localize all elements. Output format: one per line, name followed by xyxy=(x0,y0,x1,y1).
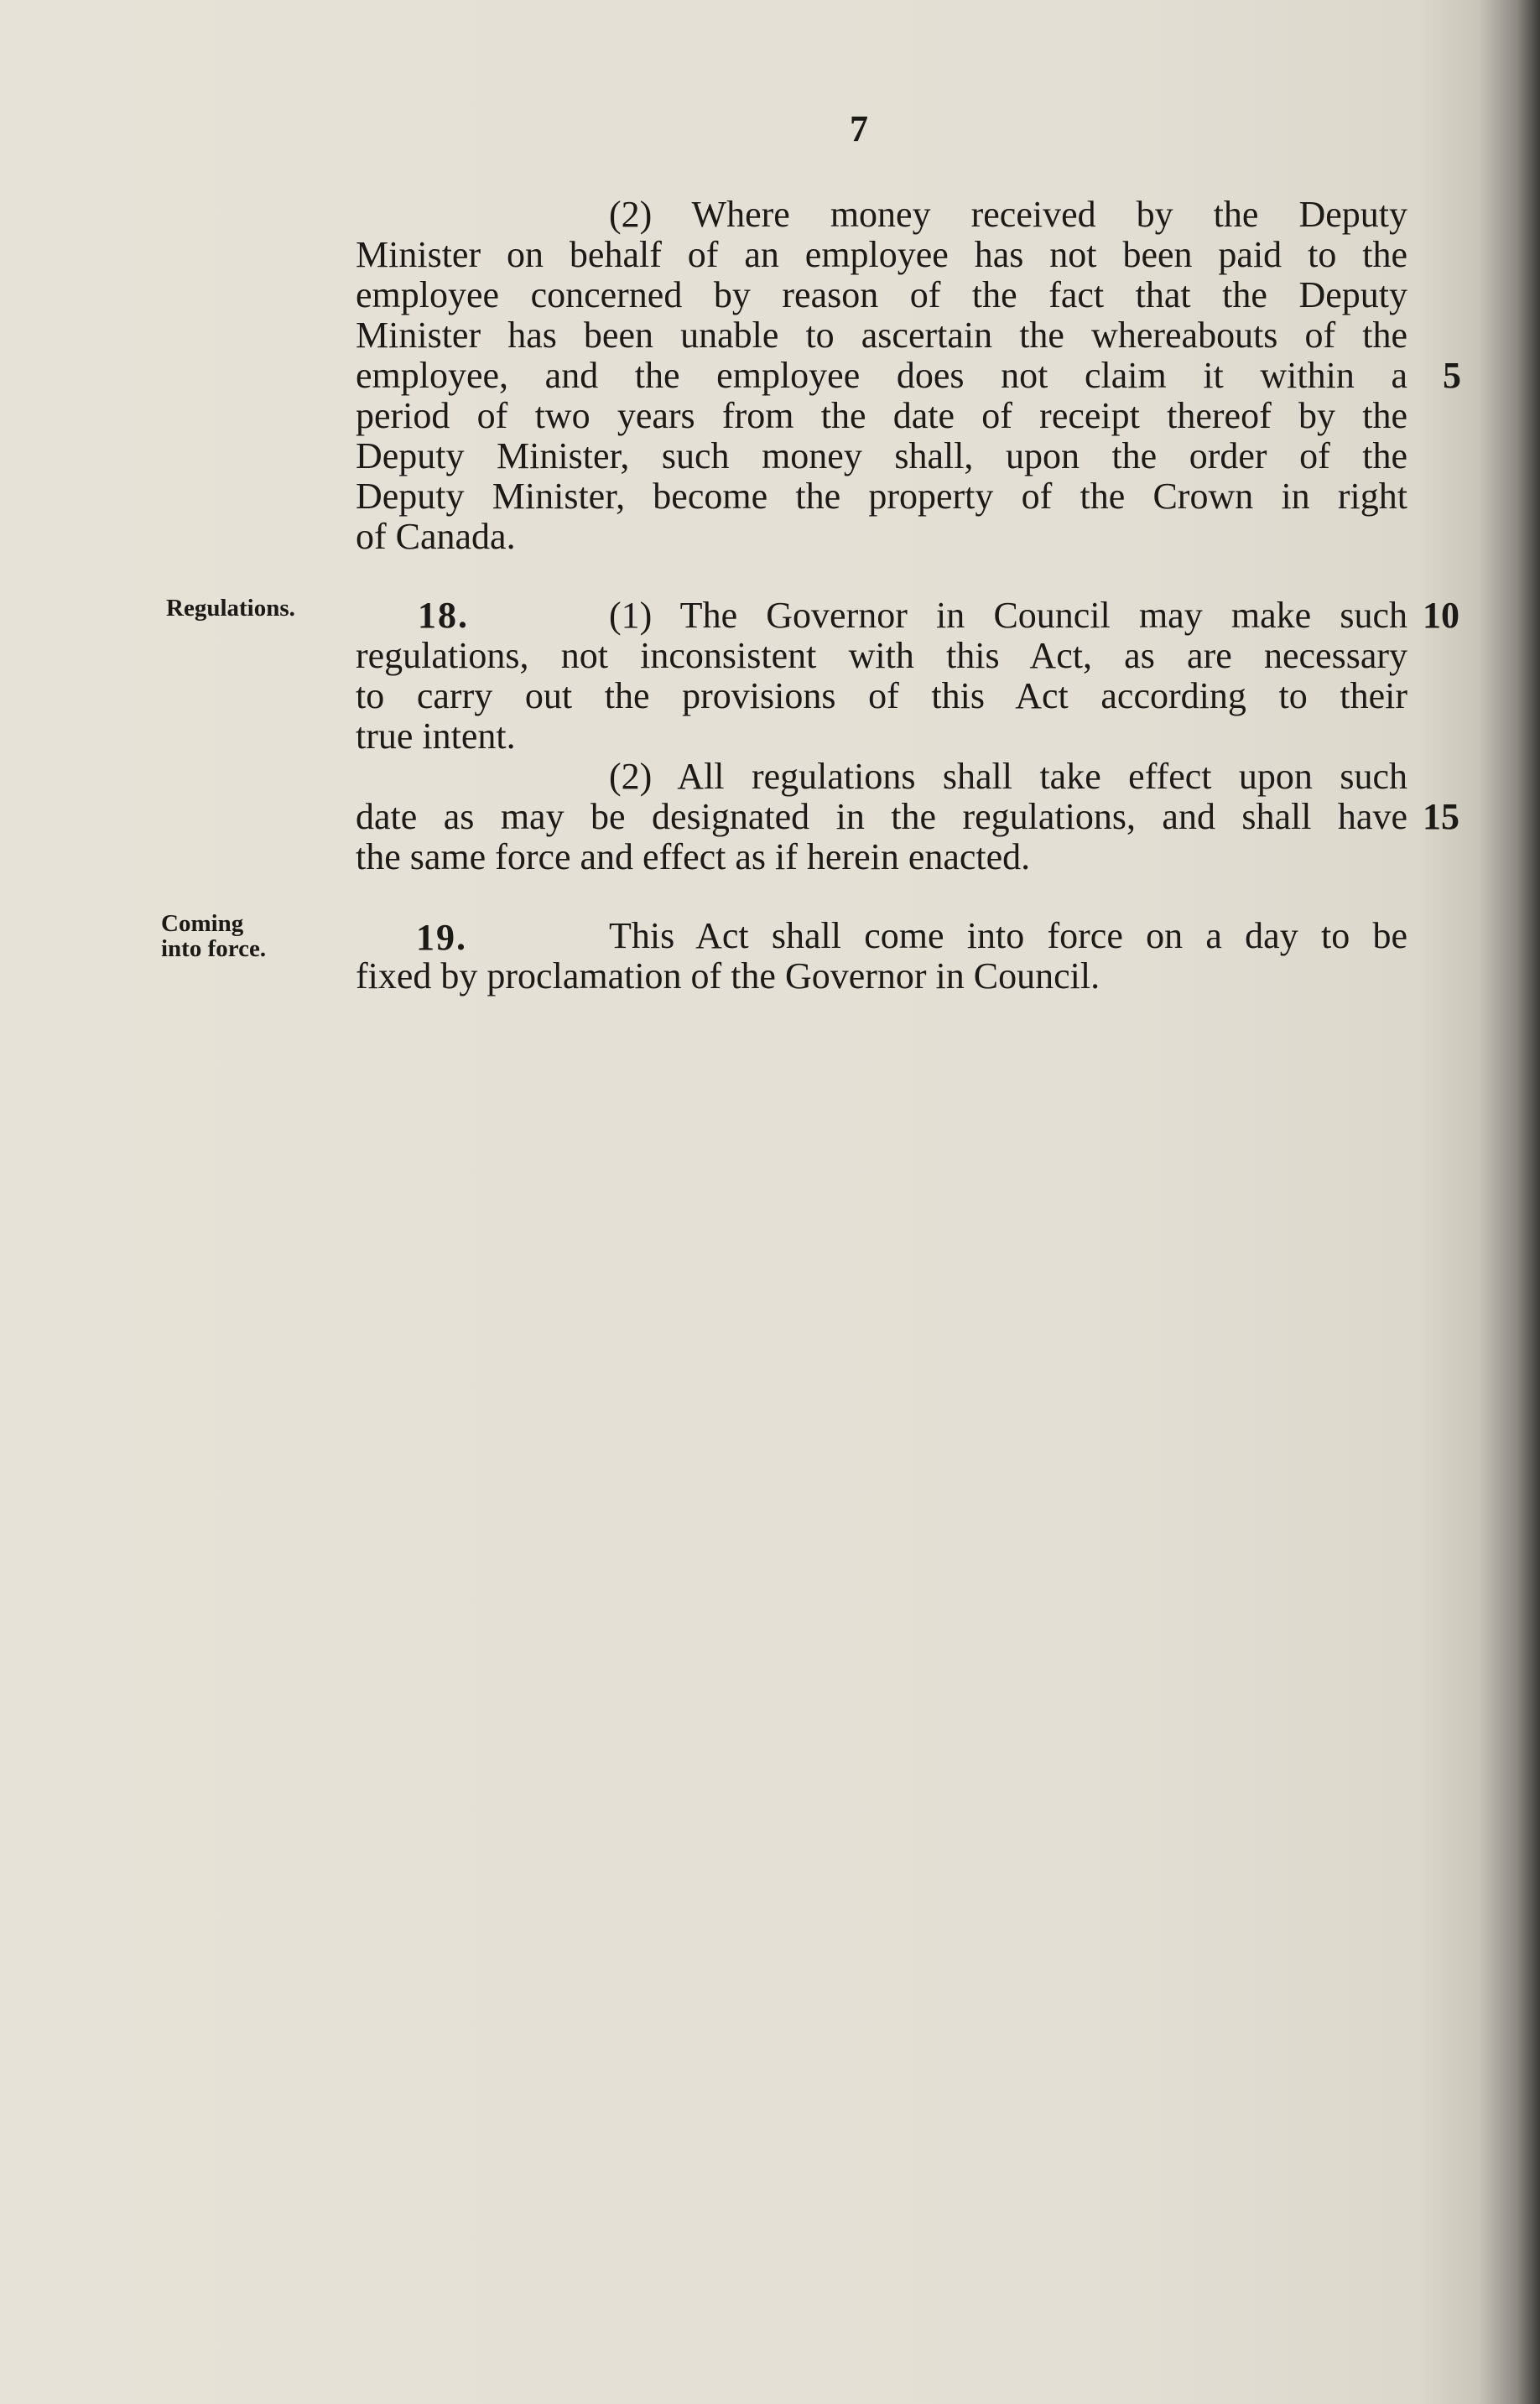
text-line: (1) The Governor in Council may make such xyxy=(609,595,1407,636)
text-line: the same force and effect as if herein enacted. xyxy=(356,836,1031,877)
text-line: period of two years from the date of receipt thereof by the xyxy=(356,395,1407,436)
text-line: date as may be designated in the regulations, and shall have xyxy=(356,796,1407,837)
text-line: regulations, not inconsistent with this Act, as are necessary xyxy=(356,635,1407,676)
text-line: to carry out the provisions of this Act according to their xyxy=(356,675,1407,716)
text-line: This Act shall come into force on a day to be xyxy=(609,915,1407,956)
text-line: employee, and the employee does not claim it within a xyxy=(356,355,1407,396)
text-line: employee concerned by reason of the fact that the Deputy xyxy=(356,274,1407,315)
text-line: Deputy Minister, become the property of the Crown in right xyxy=(356,476,1407,517)
text-line: Minister has been unable to ascertain the whereabouts of the xyxy=(356,315,1407,356)
text-line: (2) Where money received by the Deputy xyxy=(609,194,1407,235)
margin-note-regulations: Regulations. xyxy=(166,595,295,622)
section-number-18: 18. xyxy=(418,595,469,636)
margin-note-coming-into-force xyxy=(161,911,266,961)
text-line: Deputy Minister, such money shall, upon the order of the xyxy=(356,435,1407,476)
line-number: 15 xyxy=(1423,796,1459,837)
text-line: of Canada. xyxy=(356,516,516,557)
page-number: 7 xyxy=(850,108,868,149)
text-line: true intent. xyxy=(356,715,516,757)
line-number: 5 xyxy=(1443,355,1461,396)
section-number-19: 19. xyxy=(416,917,467,958)
line-number: 10 xyxy=(1423,595,1459,636)
text-line: fixed by proclamation of the Governor in Council. xyxy=(356,955,1100,996)
text-line: Minister on behalf of an employee has not been paid to the xyxy=(356,234,1407,275)
margin-note-line: Coming xyxy=(161,910,244,937)
margin-note-line: into force. xyxy=(161,935,267,962)
text-line: (2) All regulations shall take effect upon such xyxy=(609,756,1407,797)
